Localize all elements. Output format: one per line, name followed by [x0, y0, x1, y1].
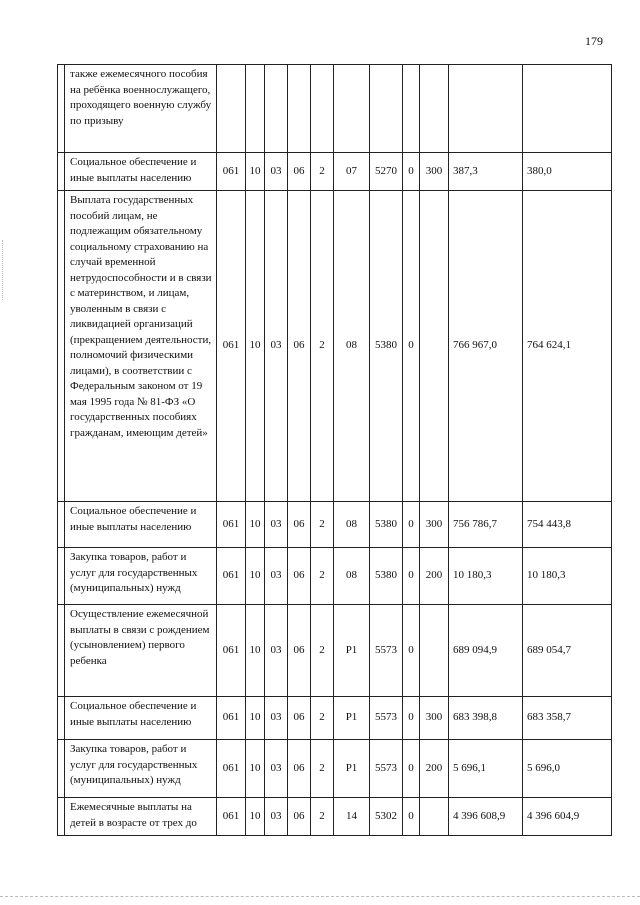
amount-year-1: 766 967,0 — [449, 191, 523, 502]
section-code: 10 — [246, 502, 265, 548]
direction-code — [370, 65, 403, 153]
amount-year-2: 5 696,0 — [523, 740, 612, 798]
table-row — [58, 191, 612, 502]
expense-name: Закупка товаров, работ и услуг для государственных (муниципальных) нужд — [65, 740, 217, 798]
section-code: 10 — [246, 548, 265, 605]
subprogram-code: 2 — [311, 191, 334, 502]
subsection-code: 03 — [265, 605, 288, 697]
expense-type-code: 200 — [420, 740, 449, 798]
expense-type-code: 300 — [420, 153, 449, 191]
extra-code — [403, 65, 420, 153]
ministry-code: 061 — [217, 740, 246, 798]
amount-year-1: 689 094,9 — [449, 605, 523, 697]
event-code — [334, 65, 370, 153]
expense-name: Социальное обеспечение и иные выплаты населению — [65, 697, 217, 740]
program-code: 06 — [288, 740, 311, 798]
extra-code: 0 — [403, 697, 420, 740]
program-code: 06 — [288, 798, 311, 836]
direction-code: 5573 — [370, 605, 403, 697]
row-margin-cell — [58, 605, 65, 697]
subsection-code: 03 — [265, 740, 288, 798]
row-margin-cell — [58, 798, 65, 836]
row-margin-cell — [58, 740, 65, 798]
row-margin-cell — [58, 502, 65, 548]
program-code: 06 — [288, 548, 311, 605]
amount-year-2: 10 180,3 — [523, 548, 612, 605]
amount-year-2: 683 358,7 — [523, 697, 612, 740]
expense-name: также ежемесячного пособия на ребёнка военнослужащего, проходящего военную службу по призыву — [65, 65, 217, 153]
subprogram-code: 2 — [311, 798, 334, 836]
table-row — [58, 697, 612, 740]
table-row — [58, 153, 612, 191]
expense-name: Осуществление ежемесячной выплаты в связи с рождением (усыновлением) первого ребенка — [65, 605, 217, 697]
expense-name: Выплата государственных пособий лицам, не подлежащим обязательному социальному страхованию на случай временной нетрудоспособности и в связи с материнством, и лицам, уволенным в связи с ликвидацией организаций (прекращением деятельности, полномочий физическими лицами), в соответствии с Федеральным законом от 19 мая 1995 года № 81-ФЗ «О государственных пособиях гражданам, имеющим детей» — [65, 191, 217, 502]
expense-type-code: 300 — [420, 502, 449, 548]
amount-year-1: 756 786,7 — [449, 502, 523, 548]
event-code: 08 — [334, 502, 370, 548]
expense-name: Закупка товаров, работ и услуг для государственных (муниципальных) нужд — [65, 548, 217, 605]
amount-year-2: 689 054,7 — [523, 605, 612, 697]
program-code: 06 — [288, 605, 311, 697]
row-margin-cell — [58, 191, 65, 502]
extra-code: 0 — [403, 153, 420, 191]
expense-name: Социальное обеспечение и иные выплаты населению — [65, 502, 217, 548]
table-row — [58, 65, 612, 153]
subsection-code: 03 — [265, 697, 288, 740]
subprogram-code: 2 — [311, 740, 334, 798]
ministry-code: 061 — [217, 153, 246, 191]
event-code: 08 — [334, 191, 370, 502]
direction-code: 5380 — [370, 502, 403, 548]
subsection-code: 03 — [265, 502, 288, 548]
program-code: 06 — [288, 502, 311, 548]
extra-code: 0 — [403, 548, 420, 605]
ministry-code: 061 — [217, 697, 246, 740]
subprogram-code — [311, 65, 334, 153]
amount-year-1 — [449, 65, 523, 153]
extra-code: 0 — [403, 605, 420, 697]
event-code: Р1 — [334, 740, 370, 798]
amount-year-2: 764 624,1 — [523, 191, 612, 502]
row-margin-cell — [58, 548, 65, 605]
expense-type-code — [420, 65, 449, 153]
subprogram-code: 2 — [311, 697, 334, 740]
direction-code: 5380 — [370, 548, 403, 605]
section-code: 10 — [246, 697, 265, 740]
extra-code: 0 — [403, 502, 420, 548]
amount-year-1: 4 396 608,9 — [449, 798, 523, 836]
table-row — [58, 605, 612, 697]
table-row — [58, 548, 612, 605]
extra-code: 0 — [403, 740, 420, 798]
expense-name: Ежемесячные выплаты на детей в возрасте от трех до — [65, 798, 217, 836]
extra-code: 0 — [403, 798, 420, 836]
section-code: 10 — [246, 740, 265, 798]
subsection-code: 03 — [265, 153, 288, 191]
row-margin-cell — [58, 153, 65, 191]
section-code: 10 — [246, 153, 265, 191]
subsection-code: 03 — [265, 798, 288, 836]
event-code: 08 — [334, 548, 370, 605]
direction-code: 5380 — [370, 191, 403, 502]
section-code: 10 — [246, 605, 265, 697]
expense-type-code — [420, 798, 449, 836]
amount-year-2: 4 396 604,9 — [523, 798, 612, 836]
ministry-code: 061 — [217, 548, 246, 605]
expense-name: Социальное обеспечение и иные выплаты населению — [65, 153, 217, 191]
section-code — [246, 65, 265, 153]
subsection-code: 03 — [265, 191, 288, 502]
page-number: 179 — [585, 34, 603, 48]
subsection-code — [265, 65, 288, 153]
amount-year-1: 10 180,3 — [449, 548, 523, 605]
ministry-code: 061 — [217, 502, 246, 548]
section-code: 10 — [246, 798, 265, 836]
direction-code: 5270 — [370, 153, 403, 191]
ministry-code: 061 — [217, 605, 246, 697]
scan-bottom-edge — [0, 896, 640, 897]
expense-type-code — [420, 191, 449, 502]
ministry-code: 061 — [217, 798, 246, 836]
ministry-code: 061 — [217, 191, 246, 502]
amount-year-2 — [523, 65, 612, 153]
event-code: 14 — [334, 798, 370, 836]
amount-year-1: 683 398,8 — [449, 697, 523, 740]
extra-code: 0 — [403, 191, 420, 502]
expense-type-code: 200 — [420, 548, 449, 605]
event-code: Р1 — [334, 697, 370, 740]
row-margin-cell — [58, 65, 65, 153]
table-row — [58, 798, 612, 836]
program-code: 06 — [288, 697, 311, 740]
event-code: Р1 — [334, 605, 370, 697]
direction-code: 5302 — [370, 798, 403, 836]
section-code: 10 — [246, 191, 265, 502]
subprogram-code: 2 — [311, 548, 334, 605]
table-row — [58, 502, 612, 548]
event-code: 07 — [334, 153, 370, 191]
direction-code: 5573 — [370, 740, 403, 798]
direction-code: 5573 — [370, 697, 403, 740]
subprogram-code: 2 — [311, 153, 334, 191]
scan-margin-mark — [2, 240, 6, 300]
table-row — [58, 740, 612, 798]
amount-year-1: 387,3 — [449, 153, 523, 191]
expense-type-code — [420, 605, 449, 697]
amount-year-2: 754 443,8 — [523, 502, 612, 548]
program-code — [288, 65, 311, 153]
subsection-code: 03 — [265, 548, 288, 605]
expense-type-code: 300 — [420, 697, 449, 740]
subprogram-code: 2 — [311, 502, 334, 548]
row-margin-cell — [58, 697, 65, 740]
amount-year-2: 380,0 — [523, 153, 612, 191]
program-code: 06 — [288, 153, 311, 191]
budget-table — [57, 64, 612, 836]
subprogram-code: 2 — [311, 605, 334, 697]
amount-year-1: 5 696,1 — [449, 740, 523, 798]
ministry-code — [217, 65, 246, 153]
program-code: 06 — [288, 191, 311, 502]
